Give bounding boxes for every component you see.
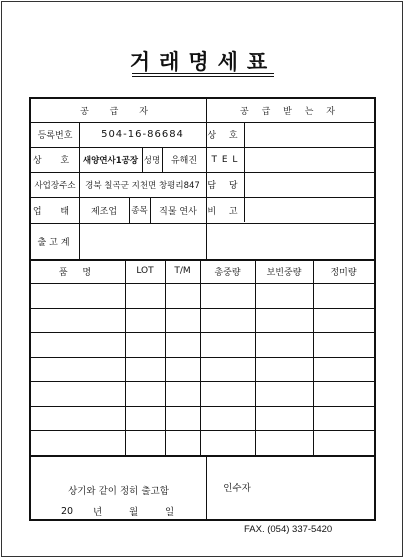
title-underline-double [132, 76, 274, 77]
title-underline [132, 73, 274, 74]
table-row[interactable] [31, 332, 374, 357]
fax-number: FAX. (054) 337-5420 [244, 524, 333, 535]
name-label: 성명 [143, 155, 161, 166]
table-row[interactable] [31, 406, 374, 430]
reg-no-label: 등록번호 [37, 131, 73, 141]
footer-month-label: 월 [129, 507, 139, 518]
col-header-bobbin-weight: 보빈중량 [266, 267, 302, 278]
table-row[interactable] [31, 283, 374, 308]
col-header-tm: T/M [174, 266, 191, 276]
table-row[interactable] [31, 357, 374, 381]
footer-day-label: 일 [165, 507, 175, 518]
tel-field[interactable] [244, 147, 374, 172]
receiver-sign-field[interactable] [268, 455, 374, 519]
reg-no-value: 504-16-86684 [101, 129, 184, 140]
item-label: 종목 [131, 206, 148, 216]
company-value: 새양연사1공장 [82, 155, 139, 166]
footer-year-label: 년 [93, 507, 103, 518]
receiver-company-field[interactable] [244, 122, 374, 147]
tel-label: T E L [211, 154, 239, 165]
footer-statement: 상기와 같이 정히 출고함 [68, 486, 169, 497]
table-row[interactable] [31, 381, 374, 406]
manager-field[interactable] [244, 172, 374, 197]
manager-label: 담 당 [207, 181, 243, 191]
business-label: 업 태 [32, 206, 78, 217]
note-label: 비 고 [207, 206, 243, 217]
col-header-total-weight: 총중량 [214, 267, 241, 278]
col-header-product: 품 명 [58, 267, 98, 278]
shipment-field[interactable] [79, 223, 374, 259]
table-row[interactable] [31, 308, 374, 332]
receiver-header: 공 급 받 는 자 [240, 107, 340, 117]
col-header-net-weight: 정미량 [330, 267, 357, 278]
receiver-company-label: 상 호 [207, 131, 243, 141]
name-value: 유해진 [170, 156, 198, 166]
business-value: 제조업 [90, 206, 118, 217]
receiver-sign-label: 인수자 [223, 483, 251, 494]
invoice-form [29, 97, 376, 521]
table-row[interactable] [31, 430, 374, 455]
col-header-lot: LOT [136, 266, 154, 276]
company-label: 상 호 [32, 156, 78, 166]
item-value: 직물 연사 [159, 206, 197, 217]
note-field[interactable] [244, 197, 374, 223]
address-value: 경북 칠곡군 지천면 창평리847 [85, 180, 200, 191]
footer-year-prefix: 20 [61, 505, 74, 517]
document-title: 거래명세표 [129, 49, 277, 74]
supplier-header: 공 급 자 [80, 107, 157, 117]
shipment-label: 출고계 [37, 237, 73, 248]
address-label: 사업장주소 [34, 180, 76, 191]
